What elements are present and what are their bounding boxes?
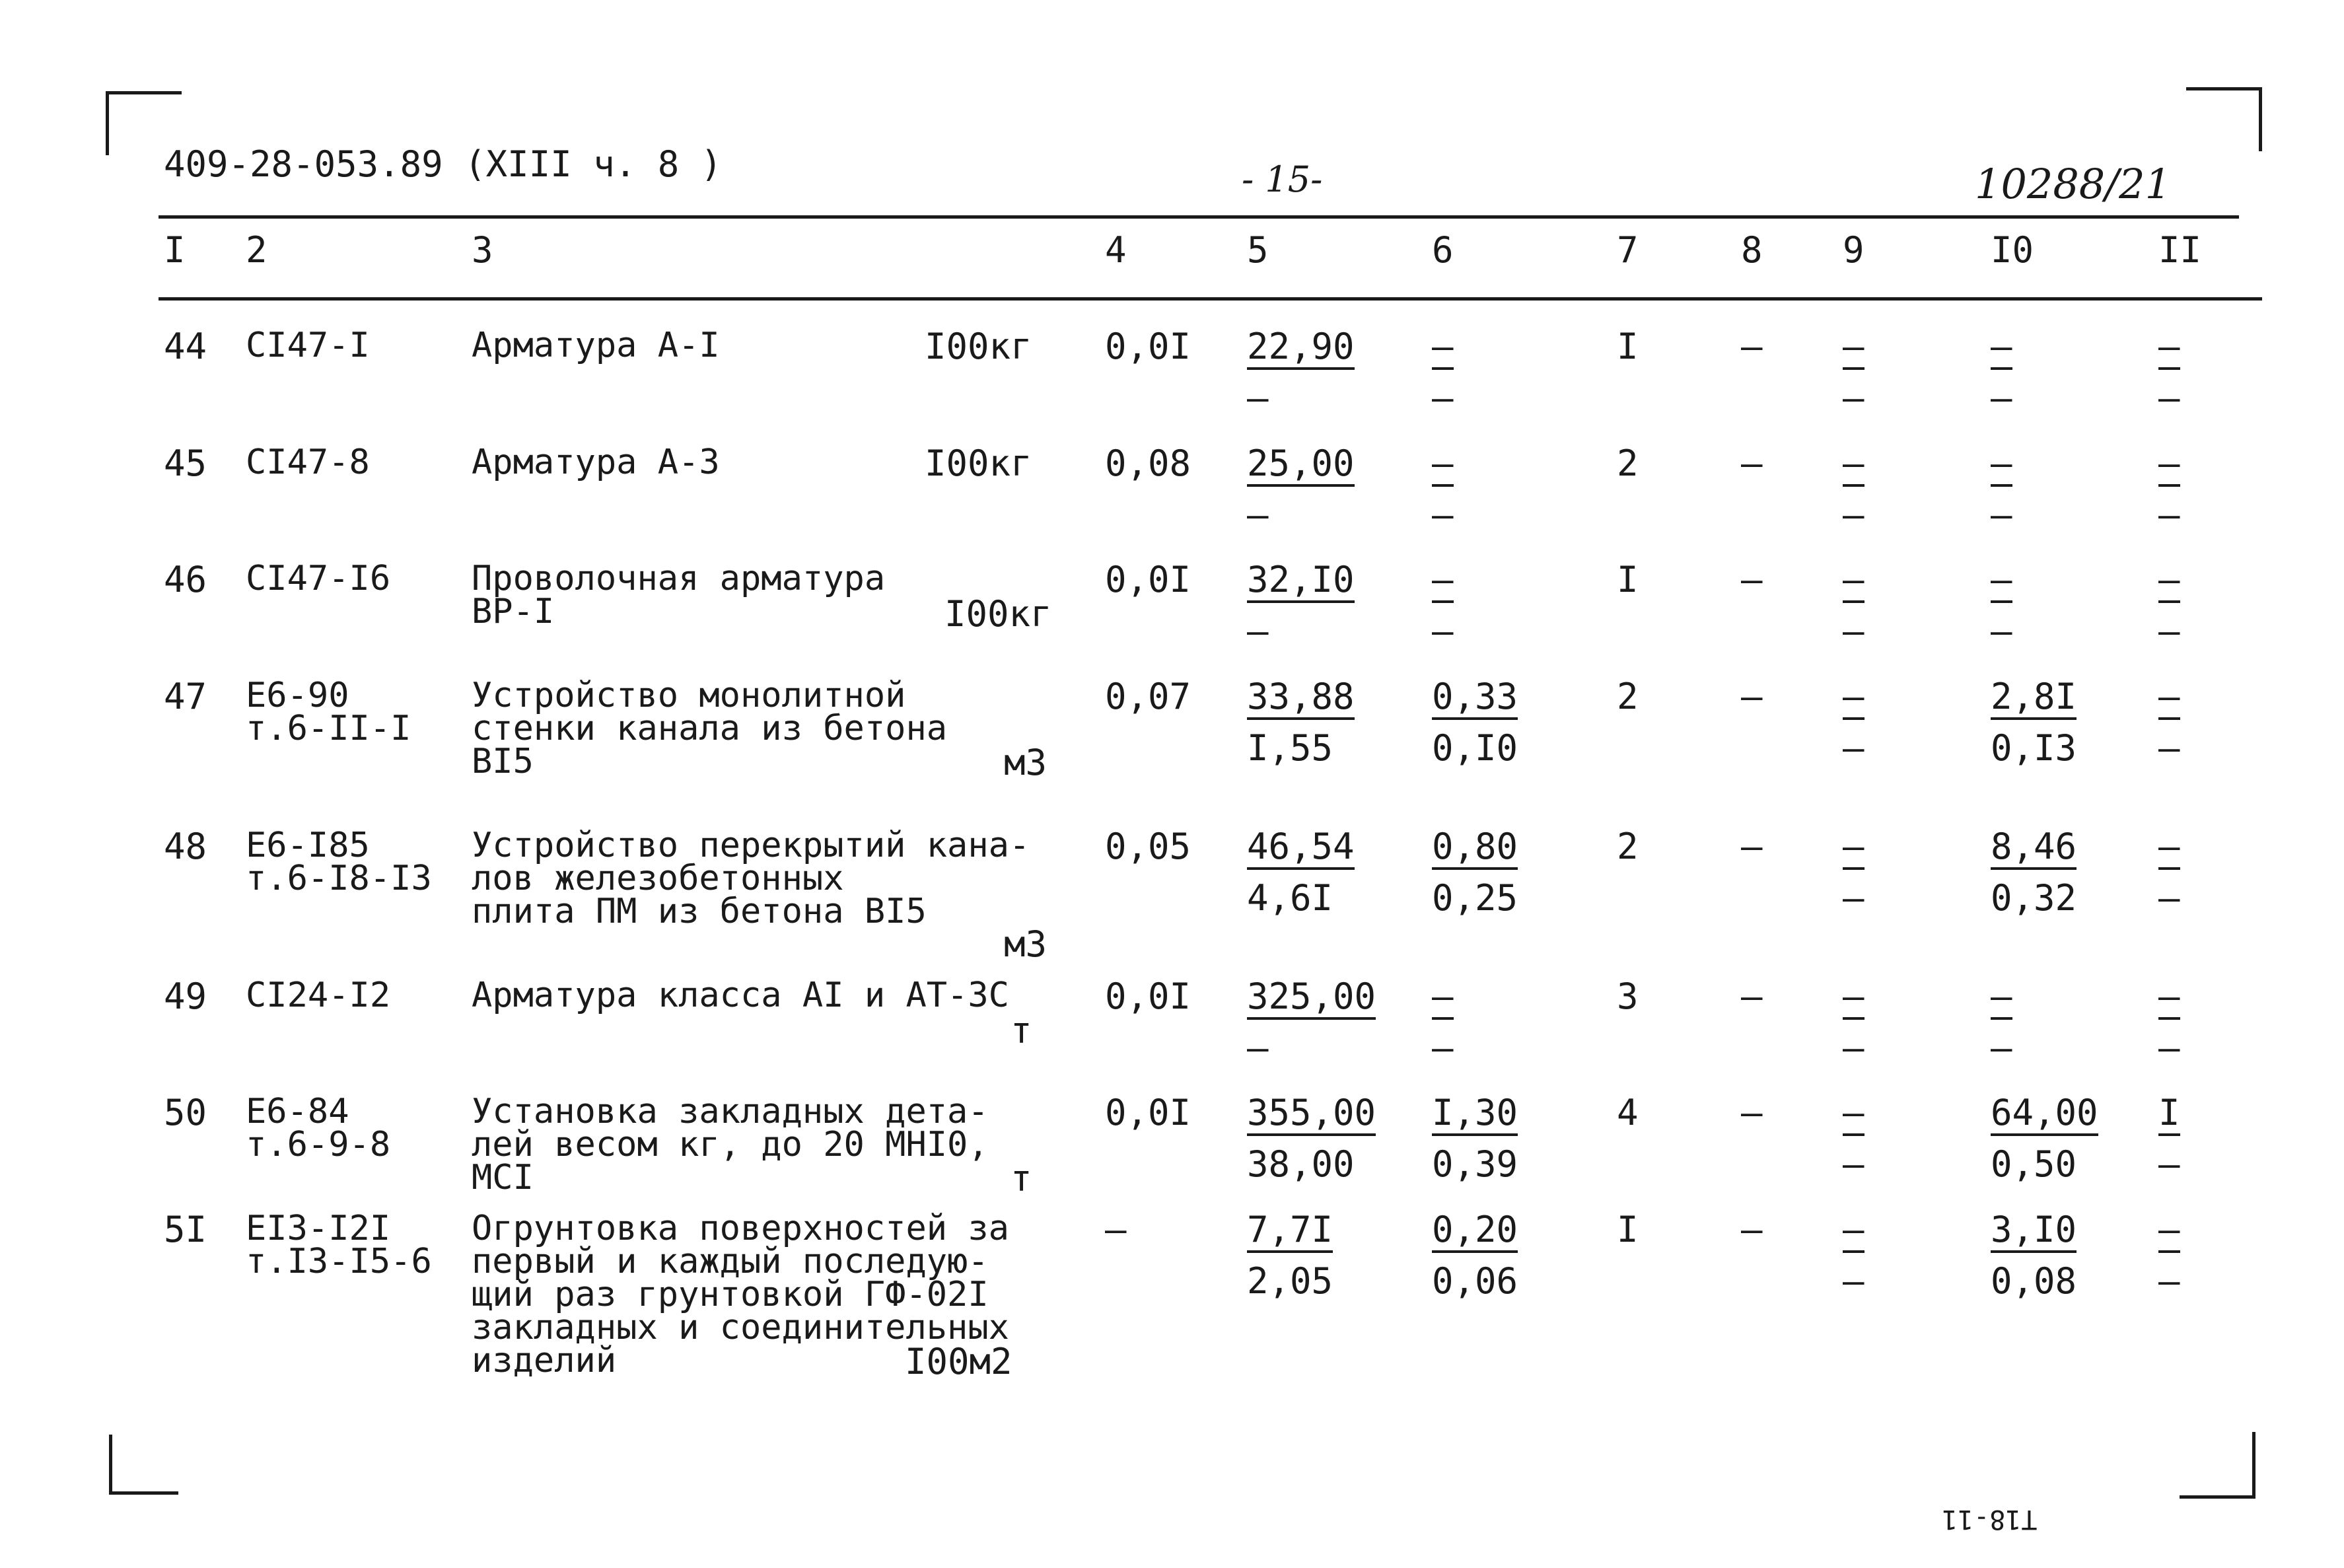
work-description: Арматура А-3 xyxy=(472,443,720,482)
unit-of-measure: I00кг xyxy=(944,593,1052,635)
col5-sub-value: 38,00 xyxy=(1247,1143,1355,1185)
col8-value: – xyxy=(1741,443,1763,484)
work-description: Огрунтовка поверхностей за первый и каждый последую- щий раз грунтовкой ГФ-02I закладных и соединительных изделий xyxy=(472,1209,1009,1380)
header-top-rule xyxy=(159,215,2239,219)
col7-value: 2 xyxy=(1617,443,1639,484)
col6-value: 0,33 xyxy=(1432,679,1518,720)
rate-code: CI47-I6 xyxy=(246,559,391,598)
footer-code: T18-11 xyxy=(1942,1504,2038,1534)
col-header-1: I xyxy=(164,229,186,271)
col5-value: 325,00 xyxy=(1247,979,1376,1020)
col9-value: – xyxy=(1843,679,1865,720)
col5-sub-value: I,55 xyxy=(1247,727,1333,769)
col9-sub-value: – xyxy=(1843,494,1865,536)
col10-sub-value: 0,I3 xyxy=(1991,727,2077,769)
col10-sub-value: – xyxy=(1991,494,2012,536)
work-description: Устройство монолитной стенки канала из бетона ВI5 xyxy=(472,676,948,781)
col11-sub-value: – xyxy=(2158,610,2180,652)
col6-sub-value: – xyxy=(1432,494,1454,536)
col6-value: 0,20 xyxy=(1432,1212,1518,1253)
col5-sub-value: 2,05 xyxy=(1247,1260,1333,1302)
col8-value: – xyxy=(1741,326,1763,367)
col8-value: – xyxy=(1741,676,1763,717)
col7-value: I xyxy=(1617,1209,1639,1250)
unit-of-measure: м3 xyxy=(1004,923,1048,965)
col8-value: – xyxy=(1741,1209,1763,1250)
col9-sub-value: – xyxy=(1843,610,1865,652)
col10-value: 8,46 xyxy=(1991,829,2077,870)
col6-value: 0,80 xyxy=(1432,829,1518,870)
col11-value: – xyxy=(2158,679,2180,720)
col8-value: – xyxy=(1741,826,1763,867)
rate-code: Е6-I85 т.6-I8-I3 xyxy=(246,826,432,898)
col5-sub-value: – xyxy=(1247,1027,1269,1069)
col8-value: – xyxy=(1741,1092,1763,1133)
col11-value: – xyxy=(2158,446,2180,487)
col7-value: 3 xyxy=(1617,976,1639,1017)
col5-value: 25,00 xyxy=(1247,446,1355,487)
col10-value: – xyxy=(1991,329,2012,370)
col-header-4: 4 xyxy=(1105,229,1127,271)
col9-value: – xyxy=(1843,829,1865,870)
col5-value: 7,7I xyxy=(1247,1212,1333,1253)
col6-value: – xyxy=(1432,562,1454,603)
col10-sub-value: – xyxy=(1991,610,2012,652)
work-description: Арматура А-I xyxy=(472,326,720,365)
col5-sub-value: – xyxy=(1247,494,1269,536)
rate-code: CI47-I xyxy=(246,326,370,365)
col10-sub-value: 0,50 xyxy=(1991,1143,2077,1185)
row-number: 5I xyxy=(164,1209,207,1250)
row-number: 48 xyxy=(164,826,207,867)
col6-sub-value: – xyxy=(1432,377,1454,419)
col6-value: – xyxy=(1432,979,1454,1020)
work-description: Устройство перекрытий кана- лов железобетонных плита ПМ из бетона ВI5 xyxy=(472,826,1030,931)
col10-value: – xyxy=(1991,979,2012,1020)
col11-sub-value: – xyxy=(2158,377,2180,419)
col-header-2: 2 xyxy=(246,229,267,271)
col10-value: 2,8I xyxy=(1991,679,2077,720)
quantity: 0,0I xyxy=(1105,559,1191,600)
col10-sub-value: – xyxy=(1991,377,2012,419)
col10-value: – xyxy=(1991,446,2012,487)
col11-value: – xyxy=(2158,979,2180,1020)
col6-sub-value: – xyxy=(1432,1027,1454,1069)
rate-code: Е6-90 т.6-II-I xyxy=(246,676,411,748)
quantity: 0,05 xyxy=(1105,826,1191,867)
col9-value: – xyxy=(1843,562,1865,603)
unit-of-measure: I00м2 xyxy=(905,1341,1012,1382)
col-header-11: II xyxy=(2158,229,2202,271)
col5-sub-value: 4,6I xyxy=(1247,877,1333,919)
col10-sub-value: 0,32 xyxy=(1991,877,2077,919)
col9-sub-value: – xyxy=(1843,1143,1865,1185)
col5-sub-value: – xyxy=(1247,610,1269,652)
col5-value: 355,00 xyxy=(1247,1095,1376,1136)
rate-code: CI47-8 xyxy=(246,443,370,482)
col-header-3: 3 xyxy=(472,229,493,271)
row-number: 49 xyxy=(164,976,207,1017)
row-number: 46 xyxy=(164,559,207,600)
col10-sub-value: 0,08 xyxy=(1991,1260,2077,1302)
col6-sub-value: 0,06 xyxy=(1432,1260,1518,1302)
col11-value: – xyxy=(2158,562,2180,603)
col10-value: 3,I0 xyxy=(1991,1212,2077,1253)
col6-sub-value: – xyxy=(1432,610,1454,652)
col10-value: – xyxy=(1991,562,2012,603)
quantity: 0,0I xyxy=(1105,326,1191,367)
col9-sub-value: – xyxy=(1843,1260,1865,1302)
corner-mark-bottom-left xyxy=(109,1435,178,1495)
col11-value: – xyxy=(2158,329,2180,370)
col11-sub-value: – xyxy=(2158,1143,2180,1185)
header-bottom-rule xyxy=(159,297,2262,301)
quantity: 0,0I xyxy=(1105,1092,1191,1133)
row-number: 45 xyxy=(164,443,207,484)
col9-value: – xyxy=(1843,446,1865,487)
col6-value: – xyxy=(1432,329,1454,370)
col11-sub-value: – xyxy=(2158,727,2180,769)
col9-sub-value: – xyxy=(1843,877,1865,919)
col-header-7: 7 xyxy=(1617,229,1639,271)
corner-mark-bottom-right xyxy=(2180,1432,2255,1499)
col9-value: – xyxy=(1843,329,1865,370)
col11-sub-value: – xyxy=(2158,1260,2180,1302)
col11-sub-value: – xyxy=(2158,877,2180,919)
col7-value: 2 xyxy=(1617,676,1639,717)
row-number: 50 xyxy=(164,1092,207,1133)
quantity: 0,0I xyxy=(1105,976,1191,1017)
rate-code: Е6-84 т.6-9-8 xyxy=(246,1092,391,1164)
page-number: - 15- xyxy=(1242,159,1323,200)
work-description: Проволочная арматура ВР-I xyxy=(472,559,886,631)
work-description: Арматура класса АI и АТ-3С xyxy=(472,976,1009,1015)
col9-sub-value: – xyxy=(1843,727,1865,769)
col11-value: – xyxy=(2158,1212,2180,1253)
col10-value: 64,00 xyxy=(1991,1095,2098,1136)
unit-of-measure: м3 xyxy=(1004,742,1048,783)
col9-value: – xyxy=(1843,1212,1865,1253)
col7-value: 4 xyxy=(1617,1092,1639,1133)
col5-value: 46,54 xyxy=(1247,829,1355,870)
col8-value: – xyxy=(1741,976,1763,1017)
col7-value: I xyxy=(1617,559,1639,600)
col10-sub-value: – xyxy=(1991,1027,2012,1069)
col5-sub-value: – xyxy=(1247,377,1269,419)
col7-value: I xyxy=(1617,326,1639,367)
col5-value: 33,88 xyxy=(1247,679,1355,720)
corner-mark-top-right xyxy=(2186,87,2262,151)
col6-sub-value: 0,I0 xyxy=(1432,727,1518,769)
work-description: Установка закладных дета- лей весом кг, до 20 МНI0, МСI xyxy=(472,1092,989,1197)
col-header-8: 8 xyxy=(1741,229,1763,271)
col9-value: – xyxy=(1843,979,1865,1020)
col11-value: – xyxy=(2158,829,2180,870)
col-header-9: 9 xyxy=(1843,229,1865,271)
col-header-10: I0 xyxy=(1991,229,2034,271)
quantity: 0,07 xyxy=(1105,676,1191,717)
col9-sub-value: – xyxy=(1843,377,1865,419)
unit-of-measure: т xyxy=(1011,1010,1032,1051)
col-header-6: 6 xyxy=(1432,229,1454,271)
unit-of-measure: I00кг xyxy=(925,443,1032,484)
col11-value: I xyxy=(2158,1095,2180,1136)
inventory-number: 10288/21 xyxy=(1975,160,2172,208)
col9-sub-value: – xyxy=(1843,1027,1865,1069)
rate-code: CI24-I2 xyxy=(246,976,391,1015)
col9-value: – xyxy=(1843,1095,1865,1136)
col5-value: 32,I0 xyxy=(1247,562,1355,603)
col8-value: – xyxy=(1741,559,1763,600)
col11-sub-value: – xyxy=(2158,1027,2180,1069)
row-number: 47 xyxy=(164,676,207,717)
rate-code: ЕI3-I2I т.I3-I5-6 xyxy=(246,1209,432,1281)
row-number: 44 xyxy=(164,326,207,367)
col-header-5: 5 xyxy=(1247,229,1269,271)
col6-sub-value: 0,25 xyxy=(1432,877,1518,919)
col7-value: 2 xyxy=(1617,826,1639,867)
unit-of-measure: I00кг xyxy=(925,326,1032,367)
quantity: 0,08 xyxy=(1105,443,1191,484)
col6-sub-value: 0,39 xyxy=(1432,1143,1518,1185)
document-code: 409-28-053.89 (XIII ч. 8 ) xyxy=(164,143,723,185)
col5-value: 22,90 xyxy=(1247,329,1355,370)
col6-value: I,30 xyxy=(1432,1095,1518,1136)
unit-of-measure: т xyxy=(1011,1158,1032,1199)
col11-sub-value: – xyxy=(2158,494,2180,536)
quantity: – xyxy=(1105,1209,1127,1250)
col6-value: – xyxy=(1432,446,1454,487)
